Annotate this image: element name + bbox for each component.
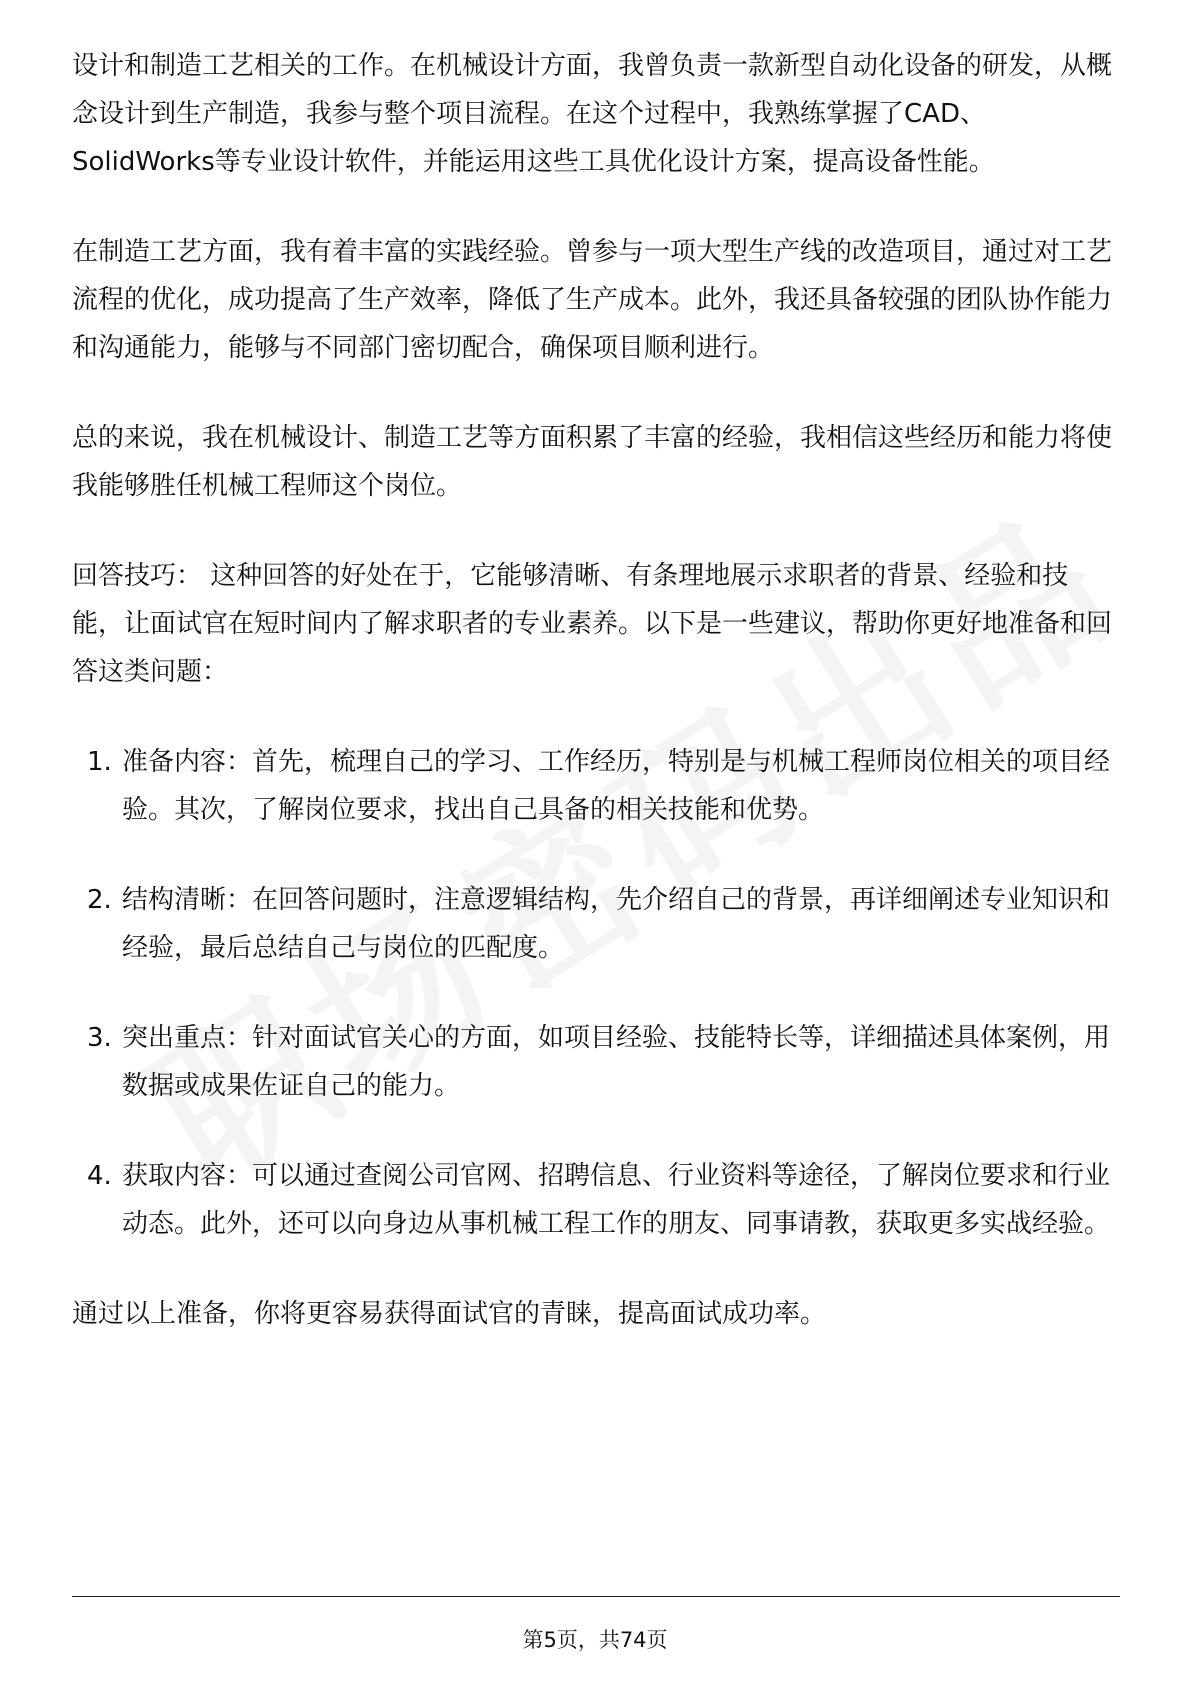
list-item-number: 3. xyxy=(87,1023,112,1053)
list-item xyxy=(72,876,1120,972)
list-item-number: 4. xyxy=(87,1161,112,1191)
page-number: 第5页，共74页 xyxy=(522,1628,668,1652)
list-item xyxy=(72,738,1120,834)
paragraph: 回答技巧： 这种回答的好处在于，它能够清晰、有条理地展示求职者的背景、经验和技能，让面试官在短时间内了解求职者的专业素养。以下是一些建议，帮助你更好地准备和回答这类问题： xyxy=(72,561,1113,687)
list-item xyxy=(72,1152,1120,1248)
footer-divider xyxy=(72,1596,1120,1597)
closing-paragraph: 通过以上准备，你将更容易获得面试官的青睐，提高面试成功率。 xyxy=(72,1299,827,1329)
paragraph: 在制造工艺方面，我有着丰富的实践经验。曾参与一项大型生产线的改造项目，通过对工艺流程的优化，成功提高了生产效率，降低了生产成本。此外，我还具备较强的团队协作能力和沟通能力，能够与不同部门密切配合，确保项目顺利进行。 xyxy=(72,237,1113,363)
tips-list xyxy=(72,738,1120,1248)
document-body xyxy=(72,42,1120,1338)
paragraph: 总的来说，我在机械设计、制造工艺等方面积累了丰富的经验，我相信这些经历和能力将使我能够胜任机械工程师这个岗位。 xyxy=(72,423,1113,501)
list-item xyxy=(72,1014,1120,1110)
list-item-text: 突出重点：针对面试官关心的方面，如项目经验、技能特长等，详细描述具体案例，用数据或成果佐证自己的能力。 xyxy=(122,1023,1111,1101)
paragraph: 设计和制造工艺相关的工作。在机械设计方面，我曾负责一款新型自动化设备的研发，从概念设计到生产制造，我参与整个项目流程。在这个过程中，我熟练掌握了CAD、SolidWorks等专业设计软件，并能运用这些工具优化设计方案，提高设备性能。 xyxy=(72,51,1113,177)
list-item-text: 获取内容：可以通过查阅公司官网、招聘信息、行业资料等途径，了解岗位要求和行业动态。此外，还可以向身边从事机械工程工作的朋友、同事请教，获取更多实战经验。 xyxy=(122,1161,1111,1239)
list-item-number: 1. xyxy=(87,747,112,777)
list-item-text: 结构清晰：在回答问题时，注意逻辑结构，先介绍自己的背景，再详细阐述专业知识和经验，最后总结自己与岗位的匹配度。 xyxy=(122,885,1111,963)
list-item-text: 准备内容：首先，梳理自己的学习、工作经历，特别是与机械工程师岗位相关的项目经验。其次，了解岗位要求，找出自己具备的相关技能和优势。 xyxy=(122,747,1111,825)
list-item-number: 2. xyxy=(87,885,112,915)
